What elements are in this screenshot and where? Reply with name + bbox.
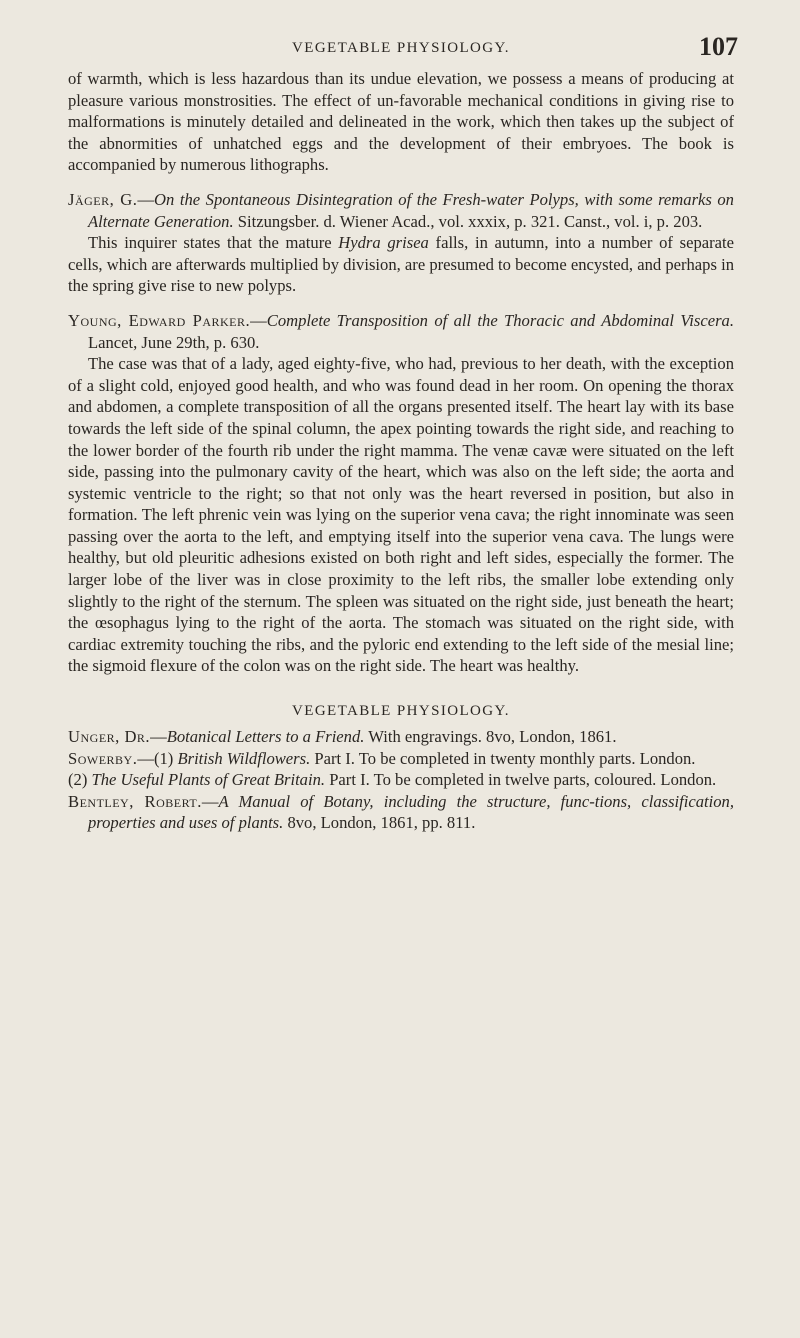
- young-source: Lancet, June 29th, p. 630.: [88, 332, 260, 352]
- bentley-title: A Manual of Botany, including the structure, func-tions, classification, properties and uses of plants.: [88, 791, 734, 833]
- jaeger-abstract-start: This inquirer states that the mature: [88, 233, 339, 253]
- bentley-dash: —: [201, 791, 219, 811]
- intro-paragraph: of warmth, which is less hazardous than its undue elevation, we possess a means of producing at pleasure various monstrosities. The effect of un-favorable mechanical conditions in giving rise to malformations is minutely detailed and delineated in the work, which then takes up the subject of the abnormities of unhatched eggs and the development of their embryoes. The book is accompanied by numerous lithographs.: [68, 69, 734, 175]
- sowerby-details-2: Part I. To be completed in twelve parts, coloured. London.: [325, 770, 717, 790]
- bentley-citation: [68, 791, 734, 834]
- young-abstract: The case was that of a lady, aged eighty-five, who had, previous to her death, with the exception of a slight cold, enjoyed good health, and who was found dead in her room. On opening the thorax and abdomen, a complete transposition of all the organs presented itself. The heart lay with its base towards the left side of the spinal column, the apex pointing towards the right side, and reaching to the lower border of the fourth rib under the right mamma. The venæ cavæ were situated on the left side, passing into the pulmonary cavity of the heart, which was also on the left side; the aorta and systemic ventricle to the right; so that not only was the heart reversed in position, but also in formation. The left phrenic vein was lying on the superior vena cava; the right innominate was seen passing over the aorta to the left, and emptying itself into the superior vena cava. The lungs were healthy, but old pleuritic adhesions existed on both right and left sides, especially the former. The larger lobe of the liver was in close proximity to the left ribs, the smaller lobe extending only slightly to the right of the sternum. The spleen was situated on the right side, just beneath the heart; the œsophagus lying to the right of the aorta. The stomach was situated on the right side, with cardiac extremity touching the ribs, and the pyloric end extending to the left side of the mesial line; the sigmoid flexure of the colon was on the right side. The heart was healthy.: [68, 354, 734, 676]
- unger-details: With engravings. 8vo, London, 1861.: [364, 727, 617, 747]
- unger-author: Unger, Dr.: [68, 727, 151, 747]
- sowerby-details-1: Part I. To be completed in twenty monthly parts. London.: [310, 748, 696, 768]
- jaeger-abstract-end: falls, in autumn, into a number of separate cells, which are afterwards multiplied by division, are presumed to become encysted, and perhaps in the spring give rise to new polyps.: [68, 233, 734, 296]
- jaeger-citation: Jäger, G.—On the Spontaneous Disintegration of the Fresh-water Polyps, with some remarks on Alternate Generation. Sitzungsber. d. Wiener Acad., vol. xxxix, p. 321. Canst., vol. i, p. 203.: [68, 189, 734, 231]
- bentley-details: 8vo, London, 1861, pp. 811.: [283, 813, 476, 833]
- sowerby-title-1: British Wildflowers.: [177, 748, 311, 768]
- sowerby-title-2: The Useful Plants of Great Britain.: [91, 770, 326, 790]
- sowerby-citation-2: [68, 769, 734, 791]
- young-author: Young, Edward Parker.: [68, 310, 251, 330]
- running-head: [68, 0, 738, 66]
- section-heading: VEGETABLE PHYSIOLOGY.: [292, 703, 510, 720]
- young-dash: —: [250, 310, 267, 330]
- sowerby-item-2-number: (2): [68, 770, 92, 790]
- jaeger-author: Jäger, G.: [68, 189, 138, 209]
- jaeger-species-name: Hydra grisea: [338, 233, 429, 253]
- bentley-author: Bentley, Robert.: [68, 791, 202, 811]
- running-head-title: VEGETABLE PHYSIOLOGY.: [292, 40, 510, 56]
- jaeger-title: On the Spontaneous Disintegration of the Fresh-water Polyps, with some remarks on Alternate Generation.: [88, 189, 734, 231]
- sowerby-author: Sowerby.: [68, 748, 138, 768]
- unger-title: Botanical Letters to a Friend.: [166, 727, 365, 747]
- sowerby-dash: —(1): [137, 748, 178, 768]
- young-title: Complete Transposition of all the Thoracic and Abdominal Viscera.: [266, 310, 734, 330]
- sowerby-citation-1: [68, 748, 734, 770]
- unger-citation: [68, 726, 734, 748]
- unger-dash: —: [150, 727, 167, 747]
- jaeger-abstract: [68, 232, 734, 297]
- young-citation: [68, 310, 734, 353]
- jaeger-source: Sitzungsber. d. Wiener Acad., vol. xxxix, p. 321. Canst., vol. i, p. 203.: [233, 211, 703, 231]
- page-number: 107: [699, 32, 738, 61]
